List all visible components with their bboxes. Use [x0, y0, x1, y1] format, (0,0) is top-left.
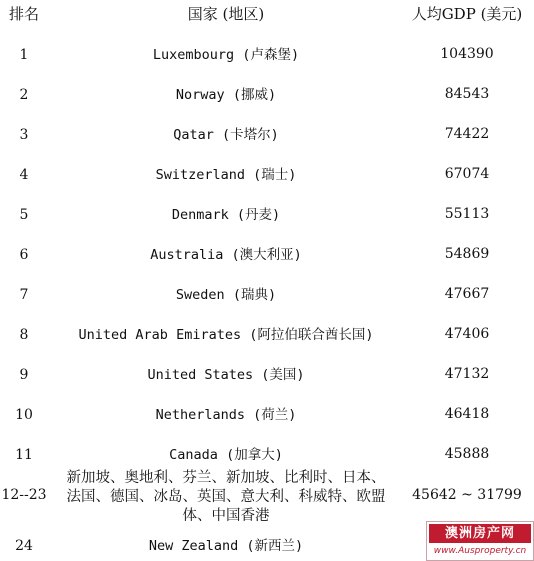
- row-9-rank: 9: [19, 367, 29, 383]
- row-3-rank: 3: [19, 127, 29, 143]
- row-3-gdp: 74422: [444, 126, 490, 142]
- row-3-country: Qatar (卡塔尔): [173, 127, 279, 143]
- row-1-rank: 1: [19, 47, 29, 63]
- row-11-rank: 11: [15, 447, 33, 463]
- header-country: 国家 (地区): [187, 5, 265, 23]
- row-9-gdp: 47132: [444, 366, 490, 382]
- ausproperty-watermark: [426, 521, 534, 561]
- row-5-rank: 5: [19, 207, 29, 223]
- row-9-country: United States (美国): [147, 367, 305, 383]
- row-12-23-rank: 12--23: [1, 487, 47, 503]
- row-5-country: Denmark (丹麦): [171, 207, 281, 223]
- row-2-country: Norway (挪威): [175, 87, 277, 103]
- row-4-country: Switzerland (瑞士): [155, 167, 297, 183]
- row-2-rank: 2: [19, 87, 29, 103]
- row-4-rank: 4: [19, 167, 29, 183]
- row-7-rank: 7: [19, 287, 29, 303]
- row-12-23-country: 新加坡、奥地利、芬兰、新加坡、比利时、日本、法国、德国、冰岛、英国、意大利、科威特、欧盟体、中国香港: [66, 470, 386, 524]
- row-8-gdp: 47406: [444, 326, 490, 342]
- watermark-url: www.Ausproperty.cn: [433, 546, 527, 556]
- row-6-country: Australia (澳大利亚): [150, 247, 302, 263]
- row-2-gdp: 84543: [444, 86, 490, 102]
- row-12-23-gdp: 45642 ~ 31799: [412, 487, 522, 503]
- row-8-country: United Arab Emirates (阿拉伯联合酋长国): [78, 327, 374, 343]
- row-11-gdp: 45888: [444, 446, 490, 462]
- row-10-gdp: 46418: [444, 406, 490, 422]
- row-8-rank: 8: [19, 327, 29, 343]
- header-gdp: 人均GDP (美元): [411, 5, 523, 23]
- row-11-country: Canada (加拿大): [169, 447, 283, 463]
- row-5-gdp: 55113: [444, 206, 490, 222]
- row-1-gdp: 104390: [440, 46, 494, 62]
- row-7-gdp: 47667: [444, 286, 490, 302]
- row-24-rank: 24: [15, 538, 33, 554]
- row-7-country: Sweden (瑞典): [175, 287, 277, 303]
- header-rank: 排名: [8, 5, 39, 23]
- watermark-title: 澳洲房产网: [429, 524, 531, 543]
- row-10-country: Netherlands (荷兰): [155, 407, 297, 423]
- row-10-rank: 10: [15, 407, 33, 423]
- row-4-gdp: 67074: [444, 166, 490, 182]
- row-6-gdp: 54869: [444, 246, 490, 262]
- row-6-rank: 6: [19, 247, 29, 263]
- row-24-country: New Zealand (新西兰): [148, 538, 304, 554]
- row-1-country: Luxembourg (卢森堡): [152, 47, 300, 63]
